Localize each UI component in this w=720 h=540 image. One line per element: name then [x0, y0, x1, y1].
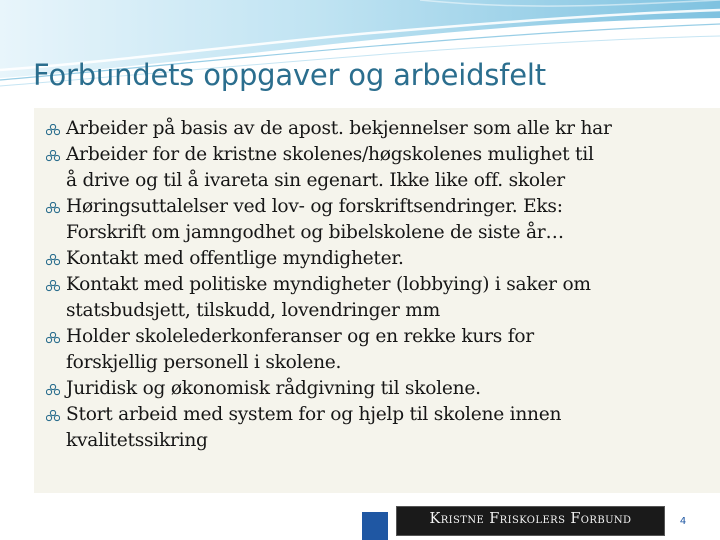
bullet-item [44, 116, 712, 142]
flower-bullet-icon [44, 324, 64, 350]
bullet-text-line: forskjellig personell i skolene. [66, 352, 342, 373]
bullet-text-line: å drive og til å ivareta sin egenart. Ikke like off. skoler [66, 170, 565, 191]
bullet-list [44, 116, 712, 454]
flower-bullet-icon [44, 142, 64, 168]
bullet-text-line: Juridisk og økonomisk rådgivning til skolene. [66, 378, 481, 399]
bullet-text-line: Forskrift om jamngodhet og bibelskolene de siste år… [66, 222, 564, 243]
bullet-text-line: kvalitetssikring [66, 430, 208, 451]
bullet-text-line: Arbeider på basis av de apost. bekjennelser som alle kr har [66, 118, 612, 139]
flower-bullet-icon [44, 402, 64, 428]
bullet-text-line: Holder skolelederkonferanser og en rekke kurs for [66, 326, 534, 347]
bullet-text-line: statsbudsjett, tilskudd, lovendringer mm [66, 300, 441, 321]
bullet-text-line: Kontakt med offentlige myndigheter. [66, 248, 404, 269]
organization-logo [362, 506, 665, 540]
logo-blue-square [362, 512, 388, 540]
logo-banner [396, 506, 665, 536]
flower-bullet-icon [44, 246, 64, 272]
flower-bullet-icon [44, 272, 64, 298]
bullet-text-line: Arbeider for de kristne skolenes/høgskolenes mulighet til [66, 144, 594, 165]
bullet-item [44, 246, 712, 272]
bullet-item [44, 194, 712, 246]
bullet-item [44, 142, 712, 194]
bullet-text-line: Kontakt med politiske myndigheter (lobbying) i saker om [66, 274, 591, 295]
bullet-item [44, 376, 712, 402]
flower-bullet-icon [44, 194, 64, 220]
bullet-item [44, 272, 712, 324]
slide-title: Forbundets oppgaver og arbeidsfelt [33, 58, 546, 92]
slide-number: 4 [679, 516, 687, 527]
bullet-text-line: Høringsuttalelser ved lov- og forskriftsendringer. Eks: [66, 196, 563, 217]
bullet-item [44, 402, 712, 454]
flower-bullet-icon [44, 116, 64, 142]
flower-bullet-icon [44, 376, 64, 402]
logo-text: Kristne Friskolers Forbund [429, 511, 632, 527]
bullet-item [44, 324, 712, 376]
bullet-text-line: Stort arbeid med system for og hjelp til skolene innen [66, 404, 562, 425]
